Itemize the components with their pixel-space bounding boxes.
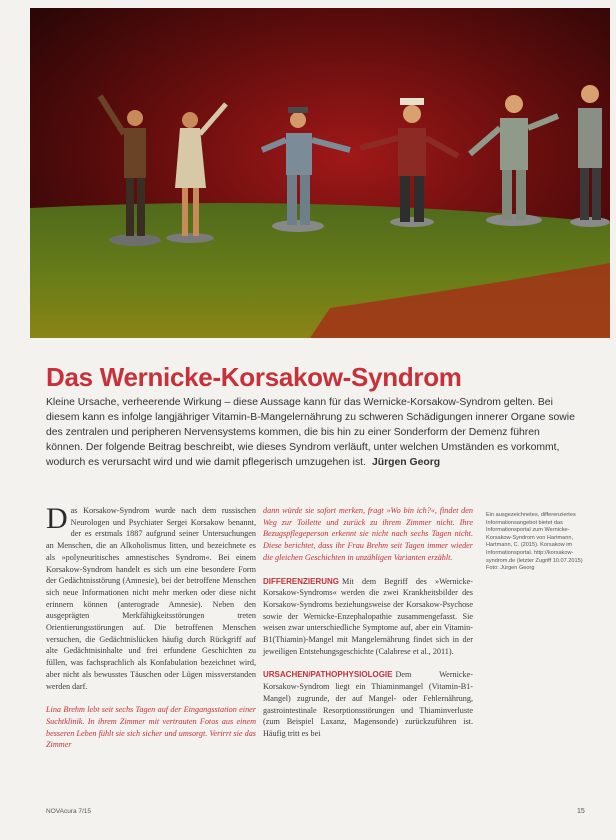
intro-paragraph (46, 502, 256, 692)
column-middle (263, 505, 473, 740)
page-number: 15 (577, 808, 585, 815)
section-ursachen (263, 669, 473, 739)
section-text: Dem Wernicke-Korsakow-Syndrom liegt ein Thiaminmangel (Vitamin-B1-Mangel) zugrunde, der auf Mangel- oder Fehlernährung, gastrointestinale Resorptionsstörungen und Thiaminverluste (zum Beispiel Laxanz, Magensonde) zurückzuführen ist. Häufig tritt es bei (263, 670, 473, 738)
drop-cap: D (46, 502, 68, 535)
journal-footer: NOVAcura 7/15 (46, 808, 92, 815)
lead-text: Kleine Ursache, verheerende Wirkung – diese Aussage kann für das Wernicke-Korsakow-Syndrom gelten. Bei diesem kann es infolge langjähriger Vitamin-B-Mangelernährung zu schweren Schädigungen innerer Organe sowie des zentralen und peripheren Nervensystems kommen, die bis hin zu einer Sonderform der Demenz führen können. Der folgende Beitrag beschreibt, wie dieses Syndrom verläuft, unter welchen Umständen es vorkommt, wodurch es verursacht wird und wie damit pflegerisch umzugehen ist. (46, 397, 575, 468)
intro-text: as Korsakow-Syndrom wurde nach dem russischen Neurologen und Psychiater Sergei Korsakow benannt, der es erstmals 1887 aufgrund seiner Untersuchungen an Menschen, die an Alkoholismus litten, und bezeichnete es als »polyneuritisches amnestisches Syndrom«. Bei einem Korsakow-Syndrom handelt es sich um eine besondere Form der Gedächtnisstörung (Amnesie), bei der betroffene Menschen sich neue Informationen nicht mehr merken oder diese nicht erinnern können (anterograde Amnesie). Neben den ausgeprägten Merkfähigkeitsstörungen treten Orientierungsstörungen auf. Die betroffenen Menschen versuchen, die Gedächtnislücken häufig durch Rückgriff auf alte Gedächtnisinhalte und frei erfundene Geschichten zu füllen, was fachsprachlich als Konfabulation bezeichnet wird, aber nicht als bewusstes Täuschen oder Lügen missverstanden werden darf. (46, 506, 256, 691)
article-title: Das Wernicke-Korsakow-Syndrom (46, 362, 462, 392)
author-name: Jürgen Georg (371, 457, 441, 468)
header-photo (30, 8, 610, 338)
section-heading: DIFFERENZIERUNG (263, 576, 339, 586)
section-text: Mit dem Begriff des »Wernicke-Korsakow-Syndroms« werden die zwei Krankheitsbilder des Korsakow-Syndroms beziehungsweise der Korsakow-Psychose sowie der Wernicke-Enzephalopathie zusammengefasst. Sie weisen zwar unterschiedliche Symptome auf, aber ein Vitamin-B1(Thiamin)-Mangel mit Mangelernährung findet sich in der jeweiligen Entstehungsgeschichte (Calabrese et al., 2011). (263, 576, 473, 656)
section-differenzierung (263, 576, 473, 658)
article-lead (46, 395, 576, 470)
case-example-continued: dann würde sie sofort merken, fragt »Wo bin ich?«, findet den Weg zur Toilette und zurück zu ihrem Zimmer nicht. Ihre Bezugspflegeperson erkennt sie nicht nach sechs Tagen nicht. Diese berichtet, dass ihr Frau Brehm seit Tagen immer wieder die gleichen Geschichten in unzähligen Varianten erzählt. (263, 506, 473, 562)
section-heading: URSACHEN/PATHOPHYSIOLOGIE (263, 670, 393, 680)
case-example-quote: Lina Brehm lebt seit sechs Tagen auf der Eingangsstation einer Suchtklinik. In ihrem Zimmer mit vertrauten Fotos aus einem besseren Leben fühlt sie sich sicher und umsorgt. Verirrt sie das Zimmer (46, 705, 256, 750)
column-left (46, 502, 256, 751)
photo-caption: Ein ausgezeichnetes, differenziertes Informationsangebot bietet das Informationsportal zum Wernicke-Korsakow-Syndrom von Hartmann, Hartmann, C. (2015). Korsakow im Informationsportal. http://korsakow-syndrom.de (letzter Zugriff 10.07.2015) Foto: Jürgen Georg (486, 512, 583, 572)
